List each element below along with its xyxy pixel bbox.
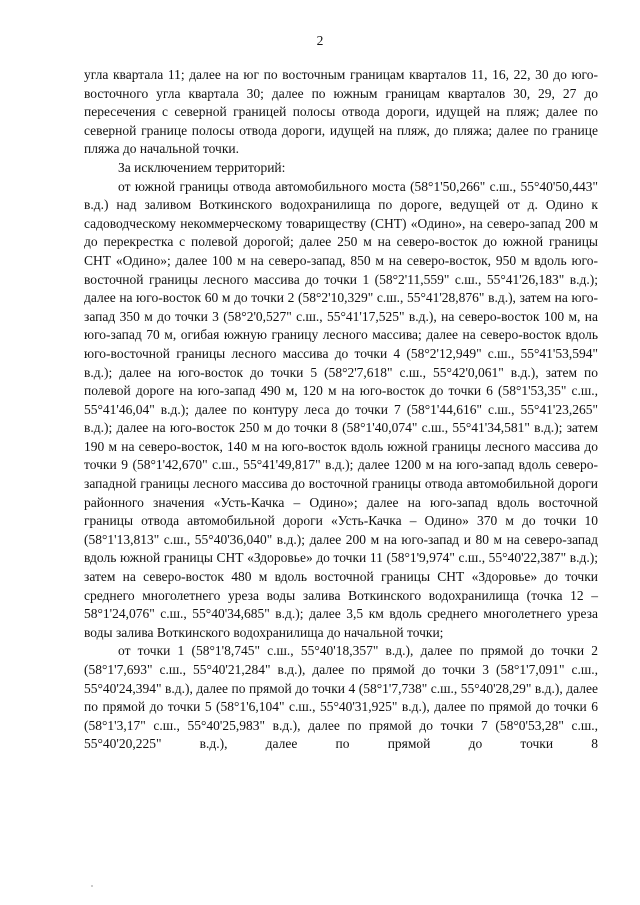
body-text bbox=[84, 66, 598, 754]
paragraph-exclusions-heading: За исключением территорий: bbox=[118, 159, 286, 175]
page-number: 2 bbox=[316, 33, 324, 48]
paragraph-territory-2: от точки 1 (58°1'8,745" с.ш., 55°40'18,357" в.д.), далее по прямой до точки 2 (58°1'7,693" с.ш., 55°40'21,284" в.д.), далее по прямой до точки 3 (58°1'7,091" с.ш., 55°40'24,394" в.д.), далее по прямой до точки 4 (58°1'7,738" с.ш., 55°40'28,29" в.д.), далее по прямой до точки 5 (58°1'6,104" с.ш., 55°40'31,925" в.д.), далее по прямой до точки 6 (58°1'3,17" с.ш., 55°40'25,983" в.д.), далее по прямой до точки 7 (58°0'53,28" с.ш., 55°40'20,225" в.д.), далее по прямой до точки 8 bbox=[84, 643, 598, 752]
paragraph-territory-1: от южной границы отвода автомобильного моста (58°1'50,266" с.ш., 55°40'50,443" в.д.) над заливом Воткинского водохранилища по дороге, ведущей от д. Одино к садоводческому некоммерческому товариществу (СНТ) «Одино», на северо-запад 200 м до перекрестка с полевой дорогой; далее 250 м на северо-восток до южной границы СНТ «Одино»; далее 100 м на северо-запад, 850 м на северо-восток, 950 м вдоль юго-восточной границы лесного массива до точки 1 (58°2'11,559" с.ш., 55°41'26,183" в.д.); далее на юго-восток 60 м до точки 2 (58°2'10,329" с.ш., 55°41'28,876" в.д.), затем на юго-запад 350 м до точки 3 (58°2'0,527" с.ш., 55°41'17,525" в.д.), на северо-восток 100 м, на юго-запад 70 м, огибая южную границу лесного массива; далее на северо-восток вдоль юго-восточной границы лесного массива до точки 4 (58°2'12,949" с.ш., 55°41'53,594" в.д.); далее на юго-восток до точки 5 (58°2'7,618" с.ш., 55°42'0,061" в.д.), затем по полевой дороге на юго-запад 490 м, 120 м на юго-восток до точки 6 (58°1'53,35" с.ш., 55°41'46,04" в.д.); далее по контуру леса до точки 7 (58°1'44,616" с.ш., 55°41'23,265" в.д.); далее на юго-восток 250 м до точки 8 (58°1'40,074" с.ш., 55°41'34,581" в.д.); затем 190 м на северо-восток, 140 м на юго-восток вдоль южной границы лесного массива до точки 9 (58°1'42,670" с.ш., 55°41'49,817" в.д.); далее 1200 м на юго-запад вдоль северо-западной границы лесного массива до восточной границы отвода автомобильной дороги районного значения «Усть-Качка – Одино»; далее на юго-запад вдоль восточной границы отвода автомобильной дороги «Усть-Качка – Одино» 370 м до точки 10 (58°1'13,813" с.ш., 55°40'36,040" в.д.); далее 200 м на юго-запад и 80 м на северо-запад вдоль южной границы СНТ «Здоровье» до точки 11 (58°1'9,974" с.ш., 55°40'22,387" в.д.); затем на северо-восток 480 м вдоль восточной границы СНТ «Здоровье» до точки среднего многолетнего уреза воды залива Воткинского водохранилища (точка 12 – 58°1'24,076" с.ш., 55°40'34,685" в.д.); далее 3,5 км вдоль среднего многолетнего уреза воды залива Воткинского водохранилища до начальной точки; bbox=[84, 178, 598, 640]
scan-speck bbox=[91, 885, 93, 887]
paragraph-continuation: угла квартала 11; далее на юг по восточным границам кварталов 11, 16, 22, 30 до юго-восточного угла квартала 30; далее по южным границам кварталов 30, 29, 27 до пересечения с северной границей полосы отвода дороги, идущей на пляж; далее по северной границе полосы отвода дороги, идущей на пляж, до пляжа; далее по границе пляжа до начальной точки. bbox=[84, 67, 598, 157]
